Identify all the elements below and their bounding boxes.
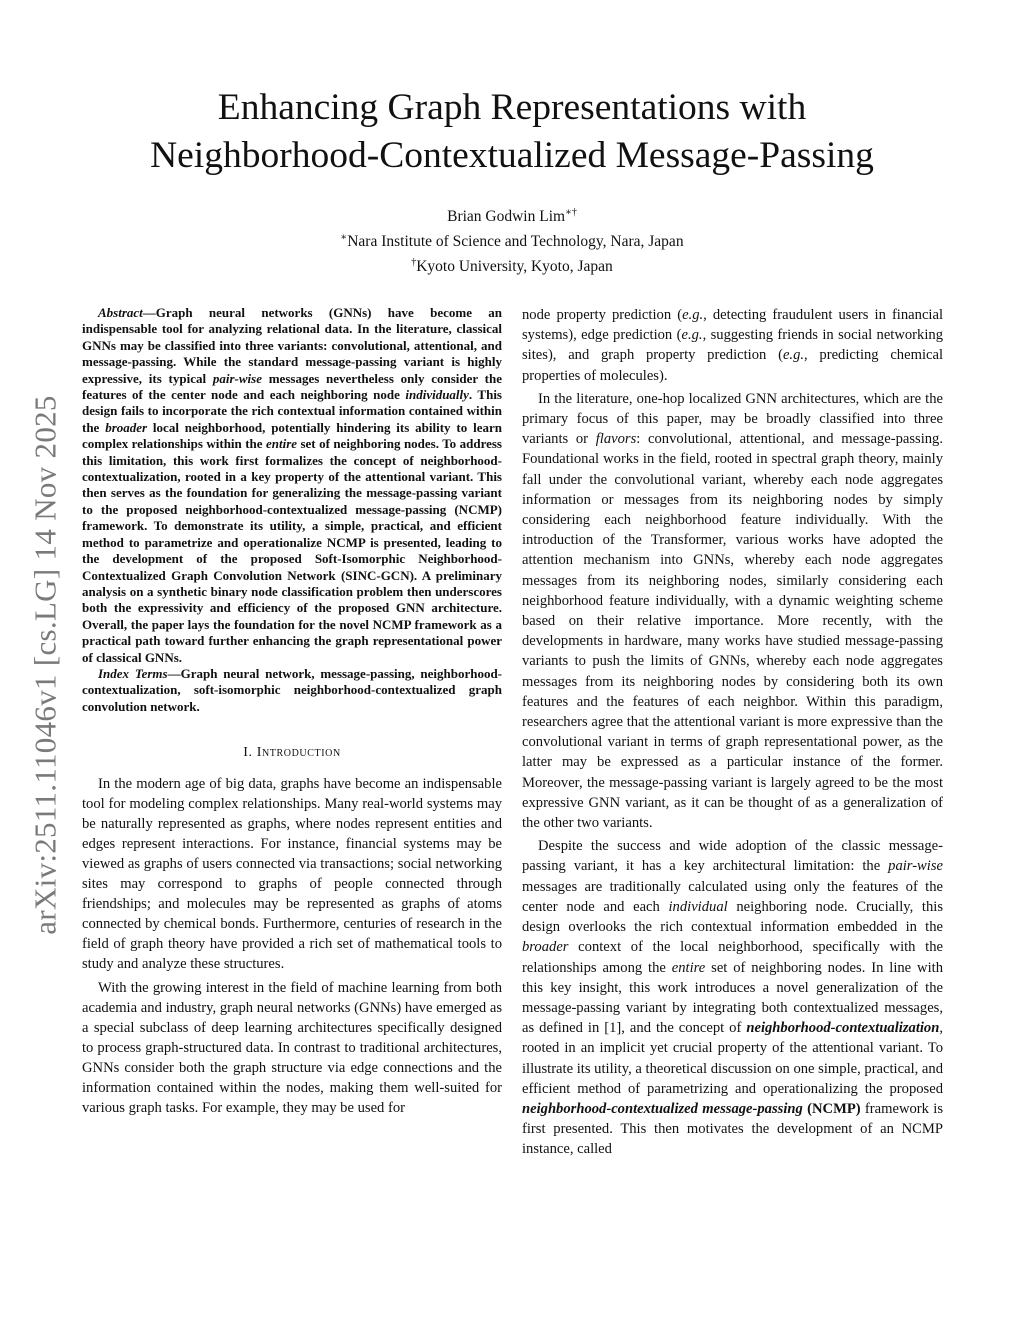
rp1-eg-1: e.g. (682, 307, 704, 323)
rp1-eg-3: e.g. (782, 347, 805, 364)
abstract-text-3: . This design fails to incorporate the rich contextual information contained within the (82, 387, 502, 435)
abstract-text-2: messages nevertheless only consider the features of the center node and each neighboring node (82, 370, 503, 403)
abstract-text-5: set of neighboring nodes. To address this limitation, this work first formalizes the concept of neighborhood-contextualization, rooted in a key property of the attentional variant. This then serves as the foundation for generalizing the message-passing variant to the proposed neighborhood-contextualized message-passing (NCMP) framework. To demonstrate its utility, a simple, practical, and efficient method to parametrize and operationalize NCMP is presented, leading to the development of the proposed Soft-Isomorphic Neighborhood-Contextualized Graph Convolution Network (SINC-GCN). A preliminary analysis on a synthetic binary node classification problem then underscores both the expressivity and efficiency of the proposed GNN architecture. Overall, the paper lays the foundation for the novel NCMP framework as a practical path toward further enhancing the graph representational power of classical GNNs. (82, 436, 502, 665)
rp3-text-d: context of the local neighborhood, specifically with the relationships among the (522, 939, 943, 976)
rp3-individual: individual (668, 898, 728, 915)
rp3-text-a: Despite the success and wide adoption of the classic message-passing variant, it has a key architectural limitation: the (522, 838, 943, 875)
rp3-text-b: messages are traditionally calculated using only the features of the center node and each (522, 878, 943, 915)
intro-paragraph-2: With the growing interest in the field of machine learning from both academia and industry, graph neural networks (GNNs) have emerged as a special subclass of deep learning architectures specifically designed to process graph-structured data. In contrast to traditional architectures, GNNs consider both the graph structure via edge connections and the information contained within the nodes, making them well-suited for various graph tasks. For example, they may be used for (82, 980, 502, 1117)
section-title: Introduction (256, 745, 341, 761)
abstract (82, 305, 502, 666)
paper-title (0, 84, 1024, 180)
rp3-pairwise: pair-wise (888, 858, 943, 875)
title-line-2: Neighborhood-Contextualized Message-Passing (150, 135, 874, 176)
rp1-text-b: , detecting fraudulent users in financial systems), edge prediction ( (522, 307, 944, 344)
rp1-text-a: node property prediction ( (522, 307, 683, 323)
abstract-dash: — (142, 305, 156, 320)
right-paragraph-1 (522, 305, 943, 386)
rp3-broader: broader (522, 939, 569, 956)
abstract-emph-3: broader (105, 419, 148, 435)
rp3-neighborhood-contextualization: neighborhood-contextualization (746, 1020, 940, 1037)
right-paragraph-2 (522, 389, 943, 833)
rp3-ncmp: neighborhood-contextualized message-passing (522, 1100, 803, 1117)
section-heading-introduction (82, 745, 502, 761)
rp2-text-a: In the literature, one-hop localized GNN architectures, which are the primary focus of this paper, may be broadly classified into three variants or (522, 390, 943, 448)
author-line (0, 202, 1024, 227)
rp3-entire: entire (671, 959, 706, 976)
section-numeral: I. (243, 745, 257, 761)
rp2-flavors: flavors (595, 431, 637, 448)
abstract-text-1: Graph neural networks (GNNs) have become an indispensable tool for analyzing relational data. In the literature, classical GNNs may be classified into three variants: convolutional, attentional, and message-passing. While the standard message-passing variant is highly expressive, its typical (82, 305, 502, 386)
abstract-emph-1: pair-wise (212, 370, 262, 386)
right-paragraph-3 (522, 836, 943, 1159)
abstract-emph-2: individually (405, 387, 469, 403)
abstract-label: Abstract (98, 305, 143, 320)
author-marks: ∗† (565, 207, 577, 218)
rp1-text-d: , predicting chemical properties of molecules). (522, 347, 944, 384)
intro-paragraph-1: In the modern age of big data, graphs have become an indispensable tool for modeling complex relationships. Many real-world systems may be naturally represented as graphs, where nodes represent entities and edges represent interactions. For instance, financial systems may be viewed as graphs of users connected via transactions; social networking sites may correspond to graphs of people connected through friendships; and molecules may be represented as graphs of atoms connected by chemical bonds. Furthermore, centuries of research in the field of graph theory have provided a rich set of mathematical tools to study and analyze these structures. (82, 776, 502, 973)
abstract-emph-4: entire (265, 436, 298, 452)
right-column (522, 305, 943, 1160)
arxiv-sidebar (16, 365, 76, 965)
rp3-text-e: set of neighboring nodes. In line with this key insight, this work introduces a novel generalization of the message-passing variant by integrating both contextualized messages, as defined in [1], and the concept of (522, 959, 943, 1037)
abstract-text-4: local neighborhood, potentially hindering its ability to learn complex relationships within the (82, 419, 502, 452)
rp2-text-b: : convolutional, attentional, and message-passing. Foundational works in the field, rooted in spectral graph theory, mainly fall under the convolutional variant, whereby each node aggregates information or messages from its neighboring nodes by simply considering each neighborhood feature individually. With the introduction of the Transformer, various works have adopted the attention mechanism into GNNs, whereby each node aggregates messages from its neighboring nodes, similarly considering each neighborhood feature individually, with a dynamic weighting scheme based on their relative importance. More recently, with the developments in hardware, many works have studied message-passing variants to push the limits of GNNs, whereby each node aggregates messages from its neighboring nodes by considering both its own features and the features of each neighbor. Within this paradigm, researchers agree that the attentional variant is more expressive than the convolutional variant in terms of graph representational power, as the latter may be expressed as a particular instance of the former. Moreover, the message-passing variant is largely agreed to be the most expressive GNN variant, as it can be thought of as a generalization of the other two variants. (522, 431, 943, 832)
index-terms-label: Index Terms (98, 665, 168, 681)
rp3-text-c: neighboring node. Crucially, this design overlooks the rich contextual information embedded in the (522, 898, 944, 936)
rp3-text-h: framework is first presented. This then motivates the development of an NCMP instance, called (522, 1100, 943, 1158)
author-name: Brian Godwin Lim (447, 208, 566, 226)
index-terms-text: Graph neural network, message-passing, neighborhood-contextualization, soft-isomorphic neighborhood-contextualized graph convolution network. (82, 665, 503, 714)
rp3-text-f: , rooted in an implicit yet crucial property of the attentional variant. To illustrate its utility, a theoretical discussion on one simple, practical, and efficient method of parametrizing and operationalizing the proposed (522, 1020, 943, 1097)
affiliation-1-mark: ∗ (340, 232, 348, 244)
index-terms (82, 666, 502, 715)
index-terms-dash: — (167, 665, 181, 681)
affiliation-2-mark: † (411, 257, 417, 269)
rp1-text-c: , suggesting friends in social networking sites), and graph property prediction ( (522, 327, 943, 364)
affiliation-1-text: Nara Institute of Science and Technology, Nara, Japan (347, 233, 684, 251)
author-block (0, 202, 1024, 277)
affiliation-2-text: Kyoto University, Kyoto, Japan (416, 258, 613, 276)
left-column (82, 305, 502, 1118)
arxiv-identifier: arXiv:2511.11046v1 [cs.LG] 14 Nov 2025 (28, 395, 64, 935)
affiliation-2 (0, 252, 1024, 277)
rp1-eg-2: e.g. (681, 327, 703, 344)
affiliation-1 (0, 227, 1024, 252)
rp3-ncmp-abbr: (NCMP) (807, 1100, 861, 1117)
title-line-1: Enhancing Graph Representations with (217, 87, 807, 128)
